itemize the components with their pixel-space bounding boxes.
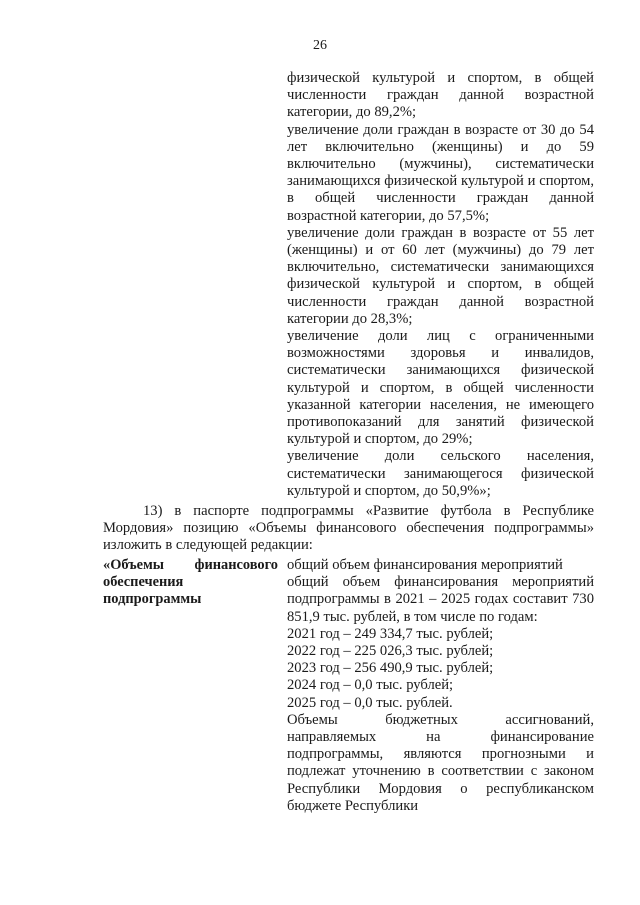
table-line: общий объем финансирования мероприятий подпрограммы в 2021 – 2025 годах составит 730 851,9 тыс. рублей, в том числе по годам: <box>287 574 594 625</box>
paragraph: физической культурой и спортом, в общей численности граждан данной возрастной категории, до 89,2%; <box>287 70 594 121</box>
paragraph: увеличение доли граждан в возрасте от 55 лет (женщины) и от 60 лет (мужчины) до 79 лет включительно, систематически занимающихся физической культурой и спортом, в общей численности граждан данной возрастной категории до 28,3%; <box>287 224 594 327</box>
table-label: «Объемы финансового обеспечения подпрограммы <box>103 557 278 608</box>
table-label-cell <box>103 557 278 609</box>
table-line: 2024 год – 0,0 тыс. рублей; <box>287 677 454 694</box>
paragraph: увеличение доли лиц с ограниченными возможностями здоровья и инвалидов, систематически занимающихся физической культурой и спортом, в общей численности указанной категории населения, не имеющего противопоказаний для занятий физической культурой и спортом, до 29%; <box>287 328 594 448</box>
page-number: 26 <box>313 38 327 53</box>
item-13-text: 13) в паспорте подпрограммы «Развитие футбола в Республике Мордовия» позицию «Объемы финансового обеспечения подпрограммы» изложить в следующей редакции: <box>103 503 594 554</box>
table-line: Объемы бюджетных ассигнований, направляемых на финансирование подпрограммы, являются прогнозными и подлежат уточнению в соответствии с законом Республики Мордовия о республиканском бюджете Республики <box>287 711 594 814</box>
continued-text-block <box>287 70 594 500</box>
paragraph: увеличение доли сельского населения, систематически занимающегося физической культурой и спортом, до 50,9%»; <box>287 448 594 499</box>
table-line: 2025 год – 0,0 тыс. рублей. <box>287 694 453 711</box>
table-line: 2022 год – 225 026,3 тыс. рублей; <box>287 643 494 660</box>
item-13-block <box>103 503 594 555</box>
table-line: 2021 год – 249 334,7 тыс. рублей; <box>287 625 494 642</box>
paragraph: увеличение доли граждан в возрасте от 30 до 54 лет включительно (женщины) и до 59 включительно (мужчины), систематически занимающихся физической культурой и спортом, в общей численности граждан данной возрастной категории, до 57,5%; <box>287 121 594 224</box>
table-value-cell <box>287 557 594 815</box>
table-line: общий объем финансирования мероприятий <box>287 557 563 573</box>
table-line: 2023 год – 256 490,9 тыс. рублей; <box>287 660 494 677</box>
